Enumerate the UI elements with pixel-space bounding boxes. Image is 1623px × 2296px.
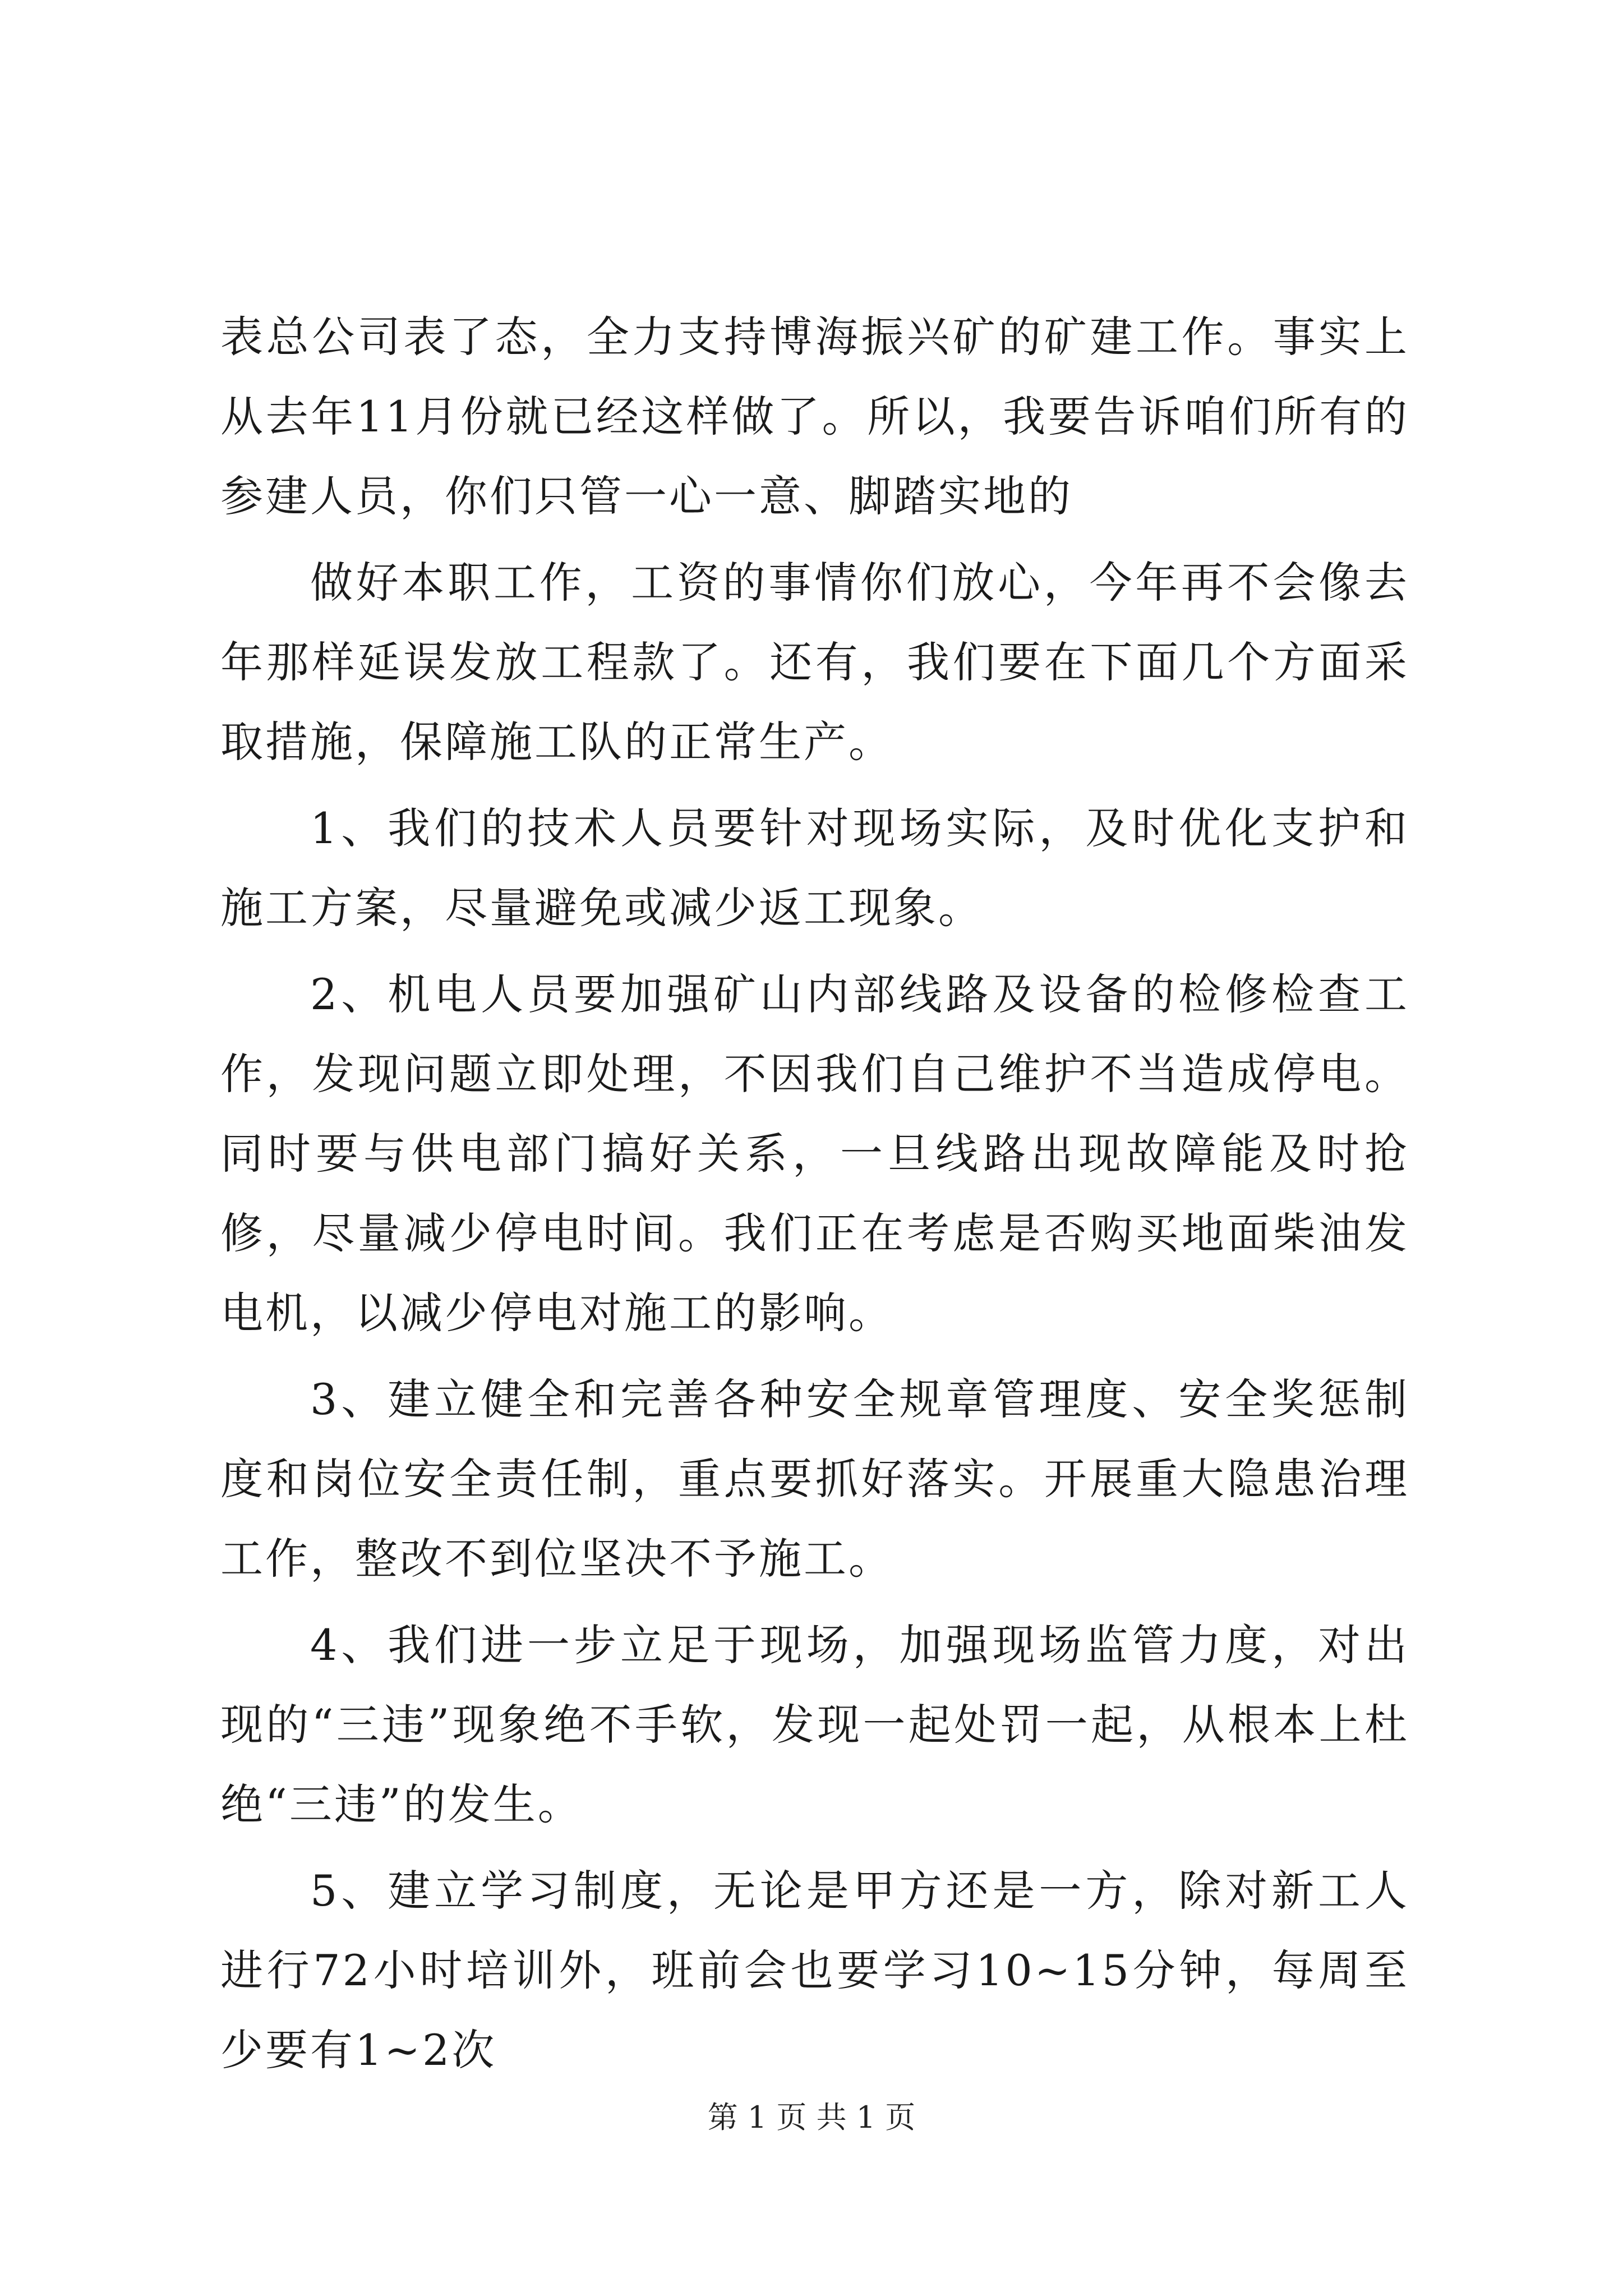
paragraph-4: 2、机电人员要加强矿山内部线路及设备的检修检查工作，发现问题立即处理，不因我们自己维护不当造成停电。同时要与供电部门搞好关系，一旦线路出现故障能及时抢修，尽量减少停电时间。我们正在考虑是否购买地面柴油发电机，以减少停电对施工的影响。 xyxy=(220,969,1409,1338)
paragraph-2: 做好本职工作，工资的事情你们放心，今年再不会像去年那样延误发放工程款了。还有，我们要在下面几个方面采取措施，保障施工队的正常生产。 xyxy=(220,558,1409,767)
paragraph-6: 4、我们进一步立足于现场，加强现场监管力度，对出现的“三违”现象绝不手软，发现一起处罚一起，从根本上杜绝“三违”的发生。 xyxy=(220,1620,1409,1829)
document-body xyxy=(220,297,1409,2097)
paragraph-7: 5、建立学习制度，无论是甲方还是一方，除对新工人进行72小时培训外，班前会也要学习10~15分钟，每周至少要有1~2次 xyxy=(220,1866,1409,2075)
page-number-footer: 第 1 页 共 1 页 xyxy=(707,2100,916,2135)
paragraph-3: 1、我们的技术人员要针对现场实际，及时优化支护和施工方案，尽量避免或减少返工现象。 xyxy=(220,803,1409,933)
paragraph-1: 表总公司表了态，全力支持博海振兴矿的矿建工作。事实上从去年11月份就已经这样做了。所以，我要告诉咱们所有的参建人员，你们只管一心一意、脚踏实地的 xyxy=(220,312,1409,521)
paragraph-5: 3、建立健全和完善各种安全规章管理度、安全奖惩制度和岗位安全责任制，重点要抓好落实。开展重大隐患治理工作，整改不到位坚决不予施工。 xyxy=(220,1374,1409,1584)
